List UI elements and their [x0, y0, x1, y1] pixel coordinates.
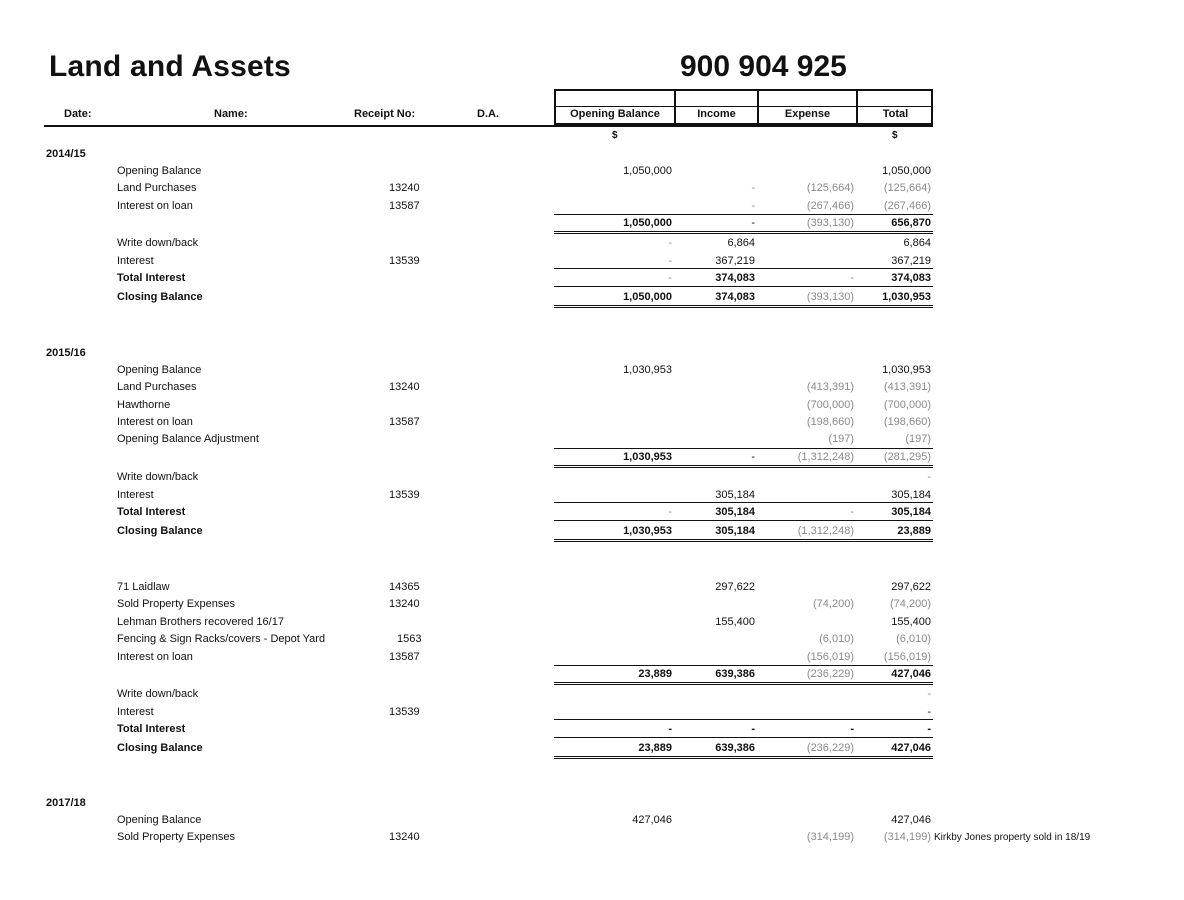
row-total: 1,030,953 [882, 291, 931, 303]
row-receipt: 13539 [389, 255, 420, 267]
row-opening: 1,050,000 [623, 291, 672, 303]
row-name: Land Purchases [117, 182, 197, 194]
subtotal-double-rule [554, 231, 933, 234]
row-name: Closing Balance [117, 525, 203, 537]
row-income: 639,386 [715, 742, 755, 754]
row-expense: (236,229) [806, 742, 854, 754]
row-income: 305,184 [715, 489, 755, 501]
interest-rule [554, 268, 933, 269]
subtotal-rule [554, 665, 933, 666]
row-income: - [751, 200, 755, 212]
row-income: 155,400 [715, 616, 755, 628]
row-total: (197) [905, 433, 931, 445]
year-label: 2015/16 [46, 347, 86, 359]
col-expense-header: Expense [784, 108, 831, 120]
row-name: Closing Balance [117, 291, 203, 303]
row-name: Sold Property Expenses [117, 831, 236, 843]
row-name: Write down/back [117, 471, 199, 483]
subtotal-opening: 1,030,953 [623, 451, 672, 463]
total-rule [554, 520, 933, 521]
row-income: 374,083 [715, 272, 755, 284]
row-opening: 427,046 [632, 814, 672, 826]
row-total: 374,083 [891, 272, 931, 284]
row-name: Interest [117, 255, 154, 267]
subtotal-total: 656,870 [891, 217, 931, 229]
row-total: 155,400 [891, 616, 931, 628]
row-total: 1,050,000 [882, 165, 931, 177]
row-name: Opening Balance Adjustment [117, 433, 259, 445]
subtotal-double-rule [554, 465, 933, 468]
row-income: 367,219 [715, 255, 755, 267]
col-name-header: Name: [214, 108, 248, 120]
row-total: (156,019) [883, 651, 931, 663]
row-expense: (314,199) [806, 831, 854, 843]
row-name: Interest [117, 489, 154, 501]
row-total: - [927, 706, 931, 718]
row-total: 427,046 [891, 742, 931, 754]
subtotal-rule [554, 448, 933, 449]
document-number: 900 904 925 [680, 50, 847, 83]
row-receipt: 13240 [389, 831, 420, 843]
row-receipt: 13240 [389, 381, 420, 393]
row-total: - [927, 471, 931, 483]
row-expense: (413,391) [806, 381, 854, 393]
total-rule [554, 286, 933, 287]
row-name: Total Interest [117, 272, 186, 284]
row-total: (198,660) [883, 416, 931, 428]
row-total: 23,889 [897, 525, 931, 537]
col-income-header: Income [697, 108, 736, 120]
row-income: 6,864 [727, 237, 755, 249]
row-income: - [751, 723, 755, 735]
subtotal-total: (281,295) [883, 451, 931, 463]
row-expense: (74,200) [813, 598, 854, 610]
row-total: - [927, 723, 931, 735]
row-receipt: 13587 [389, 416, 420, 428]
currency-label: $ [612, 130, 618, 141]
row-total: 305,184 [891, 489, 931, 501]
row-income: 297,622 [715, 581, 755, 593]
row-name: Closing Balance [117, 742, 203, 754]
row-name: Interest [117, 706, 154, 718]
row-opening: 1,030,953 [623, 364, 672, 376]
subtotal-income: - [751, 217, 755, 229]
row-total: (6,010) [896, 633, 931, 645]
subtotal-income: 639,386 [715, 668, 755, 680]
row-total: (267,466) [883, 200, 931, 212]
row-expense: (198,660) [806, 416, 854, 428]
row-expense: (700,000) [806, 399, 854, 411]
row-opening: - [668, 506, 672, 518]
row-name: Interest on loan [117, 416, 193, 428]
row-receipt: 13539 [389, 706, 420, 718]
row-expense: (6,010) [819, 633, 854, 645]
row-receipt: 13240 [389, 598, 420, 610]
row-name: Opening Balance [117, 165, 202, 177]
row-name: Opening Balance [117, 364, 202, 376]
row-total: 1,030,953 [882, 364, 931, 376]
row-total: 297,622 [891, 581, 931, 593]
row-opening: - [668, 255, 672, 267]
row-name: Total Interest [117, 723, 186, 735]
row-receipt: 13240 [389, 182, 420, 194]
row-name: Sold Property Expenses [117, 598, 236, 610]
row-name: Total Interest [117, 506, 186, 518]
row-total: (74,200) [890, 598, 931, 610]
col-opening-header: Opening Balance [570, 108, 660, 120]
subtotal-double-rule [554, 682, 933, 685]
header-underline [44, 125, 933, 127]
row-name: Interest on loan [117, 651, 193, 663]
subtotal-opening: 23,889 [638, 668, 672, 680]
row-expense: - [850, 723, 854, 735]
row-name: Write down/back [117, 237, 199, 249]
closing-double-rule [554, 756, 933, 759]
row-name: 71 Laidlaw [117, 581, 170, 593]
subtotal-expense: (1,312,248) [797, 451, 854, 463]
year-label: 2017/18 [46, 797, 86, 809]
row-total: 305,184 [891, 506, 931, 518]
subtotal-expense: (393,130) [806, 217, 854, 229]
header-box-divider [554, 106, 933, 107]
subtotal-opening: 1,050,000 [623, 217, 672, 229]
row-name: Opening Balance [117, 814, 202, 826]
col-date-header: Date: [64, 108, 92, 120]
row-total: - [927, 688, 931, 700]
currency-label: $ [892, 130, 898, 141]
closing-double-rule [554, 305, 933, 308]
row-expense: (197) [828, 433, 854, 445]
total-rule [554, 737, 933, 738]
row-income: 305,184 [715, 506, 755, 518]
row-expense: - [850, 272, 854, 284]
row-name: Interest on loan [117, 200, 193, 212]
subtotal-expense: (236,229) [806, 668, 854, 680]
closing-double-rule [554, 539, 933, 542]
row-opening: - [668, 237, 672, 249]
row-receipt: 13539 [389, 489, 420, 501]
row-receipt: 1563 [397, 633, 422, 645]
row-expense: (1,312,248) [797, 525, 854, 537]
year-label: 2014/15 [46, 148, 86, 160]
row-total: 6,864 [903, 237, 931, 249]
row-receipt: 14365 [389, 581, 420, 593]
row-expense: - [850, 506, 854, 518]
row-name: Lehman Brothers recovered 16/17 [117, 616, 284, 628]
row-total: (314,199) [883, 831, 931, 843]
interest-rule [554, 502, 933, 503]
subtotal-total: 427,046 [891, 668, 931, 680]
row-name: Fencing & Sign Racks/covers - Depot Yard [117, 633, 326, 645]
col-total-header: Total [882, 108, 909, 120]
row-total: 367,219 [891, 255, 931, 267]
row-total: (125,664) [883, 182, 931, 194]
row-total: 427,046 [891, 814, 931, 826]
col-receipt-header: Receipt No: [354, 108, 416, 120]
row-expense: (125,664) [806, 182, 854, 194]
row-total: (700,000) [883, 399, 931, 411]
row-opening: 1,030,953 [623, 525, 672, 537]
row-note: Kirkby Jones property sold in 18/19 [934, 832, 1091, 843]
row-receipt: 13587 [389, 651, 420, 663]
row-opening: 23,889 [638, 742, 672, 754]
row-opening: 1,050,000 [623, 165, 672, 177]
row-income: 305,184 [715, 525, 755, 537]
subtotal-rule [554, 214, 933, 215]
row-expense: (156,019) [806, 651, 854, 663]
row-name: Write down/back [117, 688, 199, 700]
subtotal-income: - [751, 451, 755, 463]
row-income: - [751, 182, 755, 194]
page-title: Land and Assets [49, 50, 291, 83]
row-name: Land Purchases [117, 381, 197, 393]
col-da-header: D.A. [477, 108, 499, 120]
row-expense: (267,466) [806, 200, 854, 212]
row-income: 374,083 [715, 291, 755, 303]
row-opening: - [668, 272, 672, 284]
row-receipt: 13587 [389, 200, 420, 212]
row-name: Hawthorne [117, 399, 171, 411]
row-total: (413,391) [883, 381, 931, 393]
row-expense: (393,130) [806, 291, 854, 303]
interest-rule [554, 719, 933, 720]
row-opening: - [668, 723, 672, 735]
